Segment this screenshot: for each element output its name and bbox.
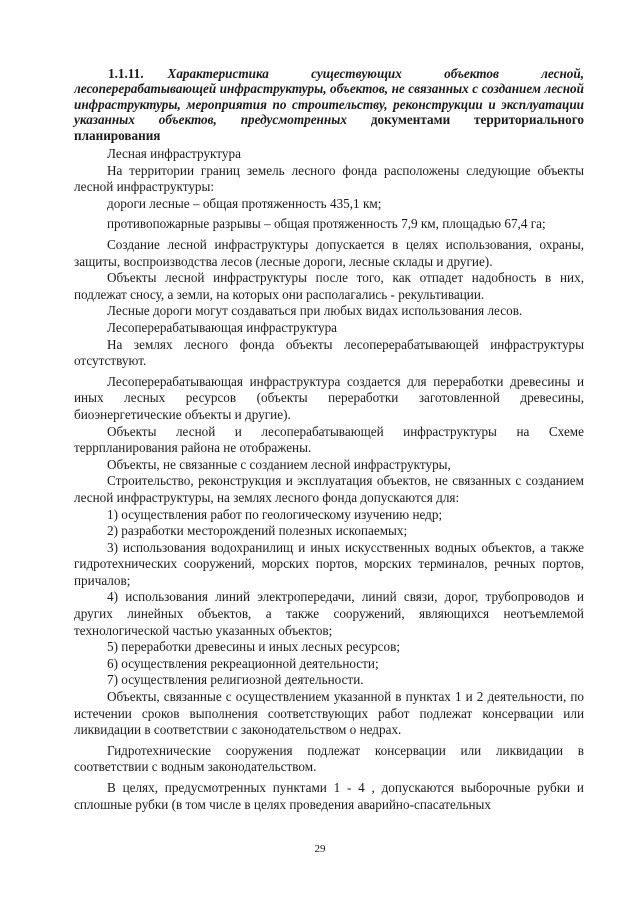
list-item: 2) разработки месторождений полезных ископаемых; (107, 523, 408, 539)
paragraph: Лесные дороги могут создаваться при любых видах использования лесов. (107, 303, 523, 319)
document-page (74, 66, 584, 813)
subheading-non-forest-objects: Объекты, не связанные с созданием лесной инфраструктуры, (107, 456, 451, 472)
paragraph: На землях лесного фонда объекты лесоперерабатывающей инфраструктуры отсутствуют. (74, 336, 584, 369)
list-item: 5) переработки древесины и иных лесных ресурсов; (107, 639, 400, 655)
section-heading (74, 66, 584, 143)
list-item: 6) осуществления рекреационной деятельности; (107, 655, 379, 671)
paragraph: В целях, предусмотренных пунктами 1 - 4 , допускаются выборочные рубки и сплошные рубки (в том числе в целях проведения аварийно-спасательных (74, 780, 584, 812)
paragraph: Объекты лесной и лесоперабатывающей инфраструктуры на Схеме террпланирования района не отображены. (74, 423, 584, 456)
list-item: 4) использования линий электропередачи, линий связи, дорог, трубопроводов и других линейных объектов, а также сооружений, являющихся неотъемлемой технологической частью указанных объектов; (74, 589, 584, 638)
paragraph: Лесоперерабатывающая инфраструктура создается для переработки древесины и иных лесных ресурсов (объекты переработки заготовленной древесины, биоэнергетические объекты и другие). (74, 373, 584, 422)
paragraph: Объекты лесной инфраструктуры после того, как отпадет надобность в них, подлежат сносу, а земли, на которых они располагались - рекультивации. (74, 270, 584, 302)
list-item: противопожарные разрывы – общая протяженность 7,9 км, площадью 67,4 га; (107, 216, 546, 232)
list-item: 3) использования водохранилищ и иных искусственных водных объектов, а также гидротехнических сооружений, морских портов, морских терминалов, речных портов, причалов; (74, 539, 584, 588)
paragraph: На территории границ земель лесного фонда расположены следующие объекты лесной инфраструктуры: (74, 162, 584, 195)
page-number: 29 (314, 843, 326, 855)
paragraph: Объекты, связанные с осуществлением указанной в пунктах 1 и 2 деятельности, по истечении сроков выполнения соответствующих работ подлежат консервации или ликвидации в соответствии с законодательством о недрах. (74, 689, 584, 738)
section-number: 1.1.11. (108, 66, 144, 81)
section-title-tail: документами территориального планирования (74, 112, 584, 143)
list-item: 1) осуществления работ по геологическому изучению недр; (107, 506, 443, 522)
paragraph: Гидротехнические сооружения подлежат консервации или ликвидации в соответствии с водным законодательством. (74, 742, 584, 775)
paragraph: Строительство, реконструкция и эксплуатация объектов, не связанных с созданием лесной инфраструктуры, на землях лесного фонда допускаются для: (74, 473, 584, 505)
list-item: 7) осуществления религиозной деятельности. (107, 672, 364, 688)
section-title: Характеристика существующих объектов лесной, лесоперерабатывающей инфраструктуры, объектов, не связанных с созданием лесной инфраструктуры, мероприятия по строительству, реконструкции и эксплуатации указанных объектов, предусмотренных (74, 66, 584, 128)
paragraph: Создание лесной инфраструктуры допускается в целях использования, охраны, защиты, воспроизводства лесов (лесные дороги, лесные склады и другие). (74, 237, 584, 269)
list-item: дороги лесные – общая протяженность 435,1 км; (107, 195, 382, 211)
subheading-forest-infrastructure: Лесная инфраструктура (107, 146, 241, 162)
subheading-processing-infrastructure: Лесоперерабатывающая инфраструктура (107, 319, 338, 335)
